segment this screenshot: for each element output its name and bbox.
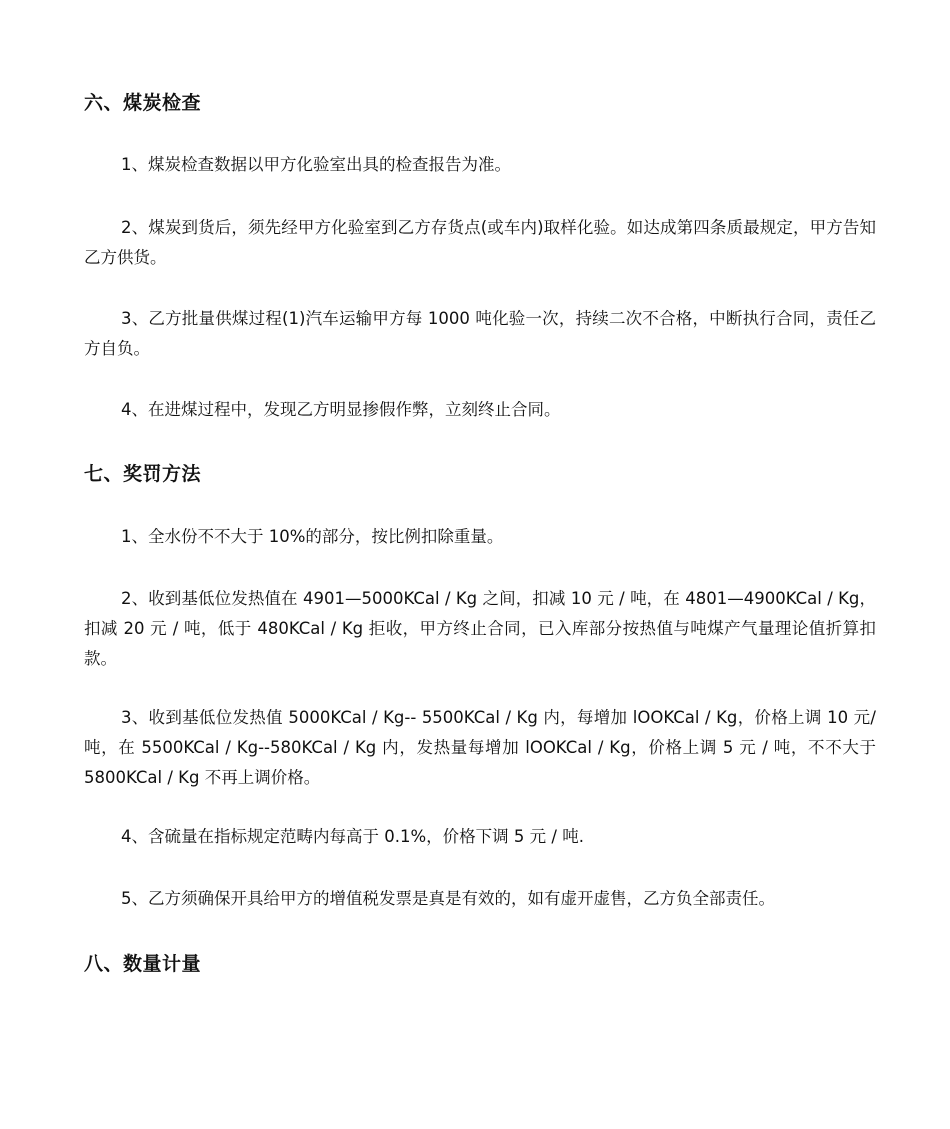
rewards-penalties-item-2: 2、收到基低位发热值在 4901—5000KCal / Kg 之间，扣减 10 元 / 吨，在 4801—4900KCal / Kg，扣减 20 元 / 吨，低于 480KCal / Kg 拒收，甲方终止合同，已入库部分按热值与吨煤产气量理论值折算扣款。 [84, 589, 876, 668]
rewards-penalties-item-4: 4、含硫量在指标规定范畴内每高于 0.1%，价格下调 5 元 / 吨. [121, 827, 584, 846]
coal-inspection-item-1: 1、煤炭检查数据以甲方化验室出具的检查报告为准。 [121, 155, 511, 174]
section-heading-rewards-penalties: 七、奖罚方法 [84, 463, 202, 485]
section-heading-coal-inspection: 六、煤炭检查 [84, 92, 202, 114]
section-heading-quantity-measurement: 八、数量计量 [84, 953, 202, 975]
rewards-penalties-item-5: 5、乙方须确保开具给甲方的增值税发票是真是有效的，如有虚开虚售，乙方负全部责任。 [121, 889, 775, 908]
rewards-penalties-item-3: 3、收到基低位发热值 5000KCal / Kg-- 5500KCal / Kg 内，每增加 lOOKCal / Kg，价格上调 10 元/吨，在 5500KCal / Kg--580KCal / Kg 内，发热量每增加 lOOKCal / Kg，价格上调 5 元 / 吨，不不大于 5800KCal / Kg 不再上调价格。 [84, 708, 876, 787]
coal-inspection-item-2: 2、煤炭到货后，须先经甲方化验室到乙方存货点(或车内)取样化验。如达成第四条质最规定，甲方告知乙方供货。 [84, 218, 876, 267]
coal-inspection-item-4: 4、在进煤过程中，发现乙方明显掺假作弊，立刻终止合同。 [121, 400, 561, 419]
rewards-penalties-item-1: 1、全水份不不大于 10%的部分，按比例扣除重量。 [121, 527, 504, 546]
coal-inspection-item-3: 3、乙方批量供煤过程(1)汽车运输甲方每 1000 吨化验一次，持续二次不合格，中断执行合同，责任乙方自负。 [84, 309, 876, 358]
